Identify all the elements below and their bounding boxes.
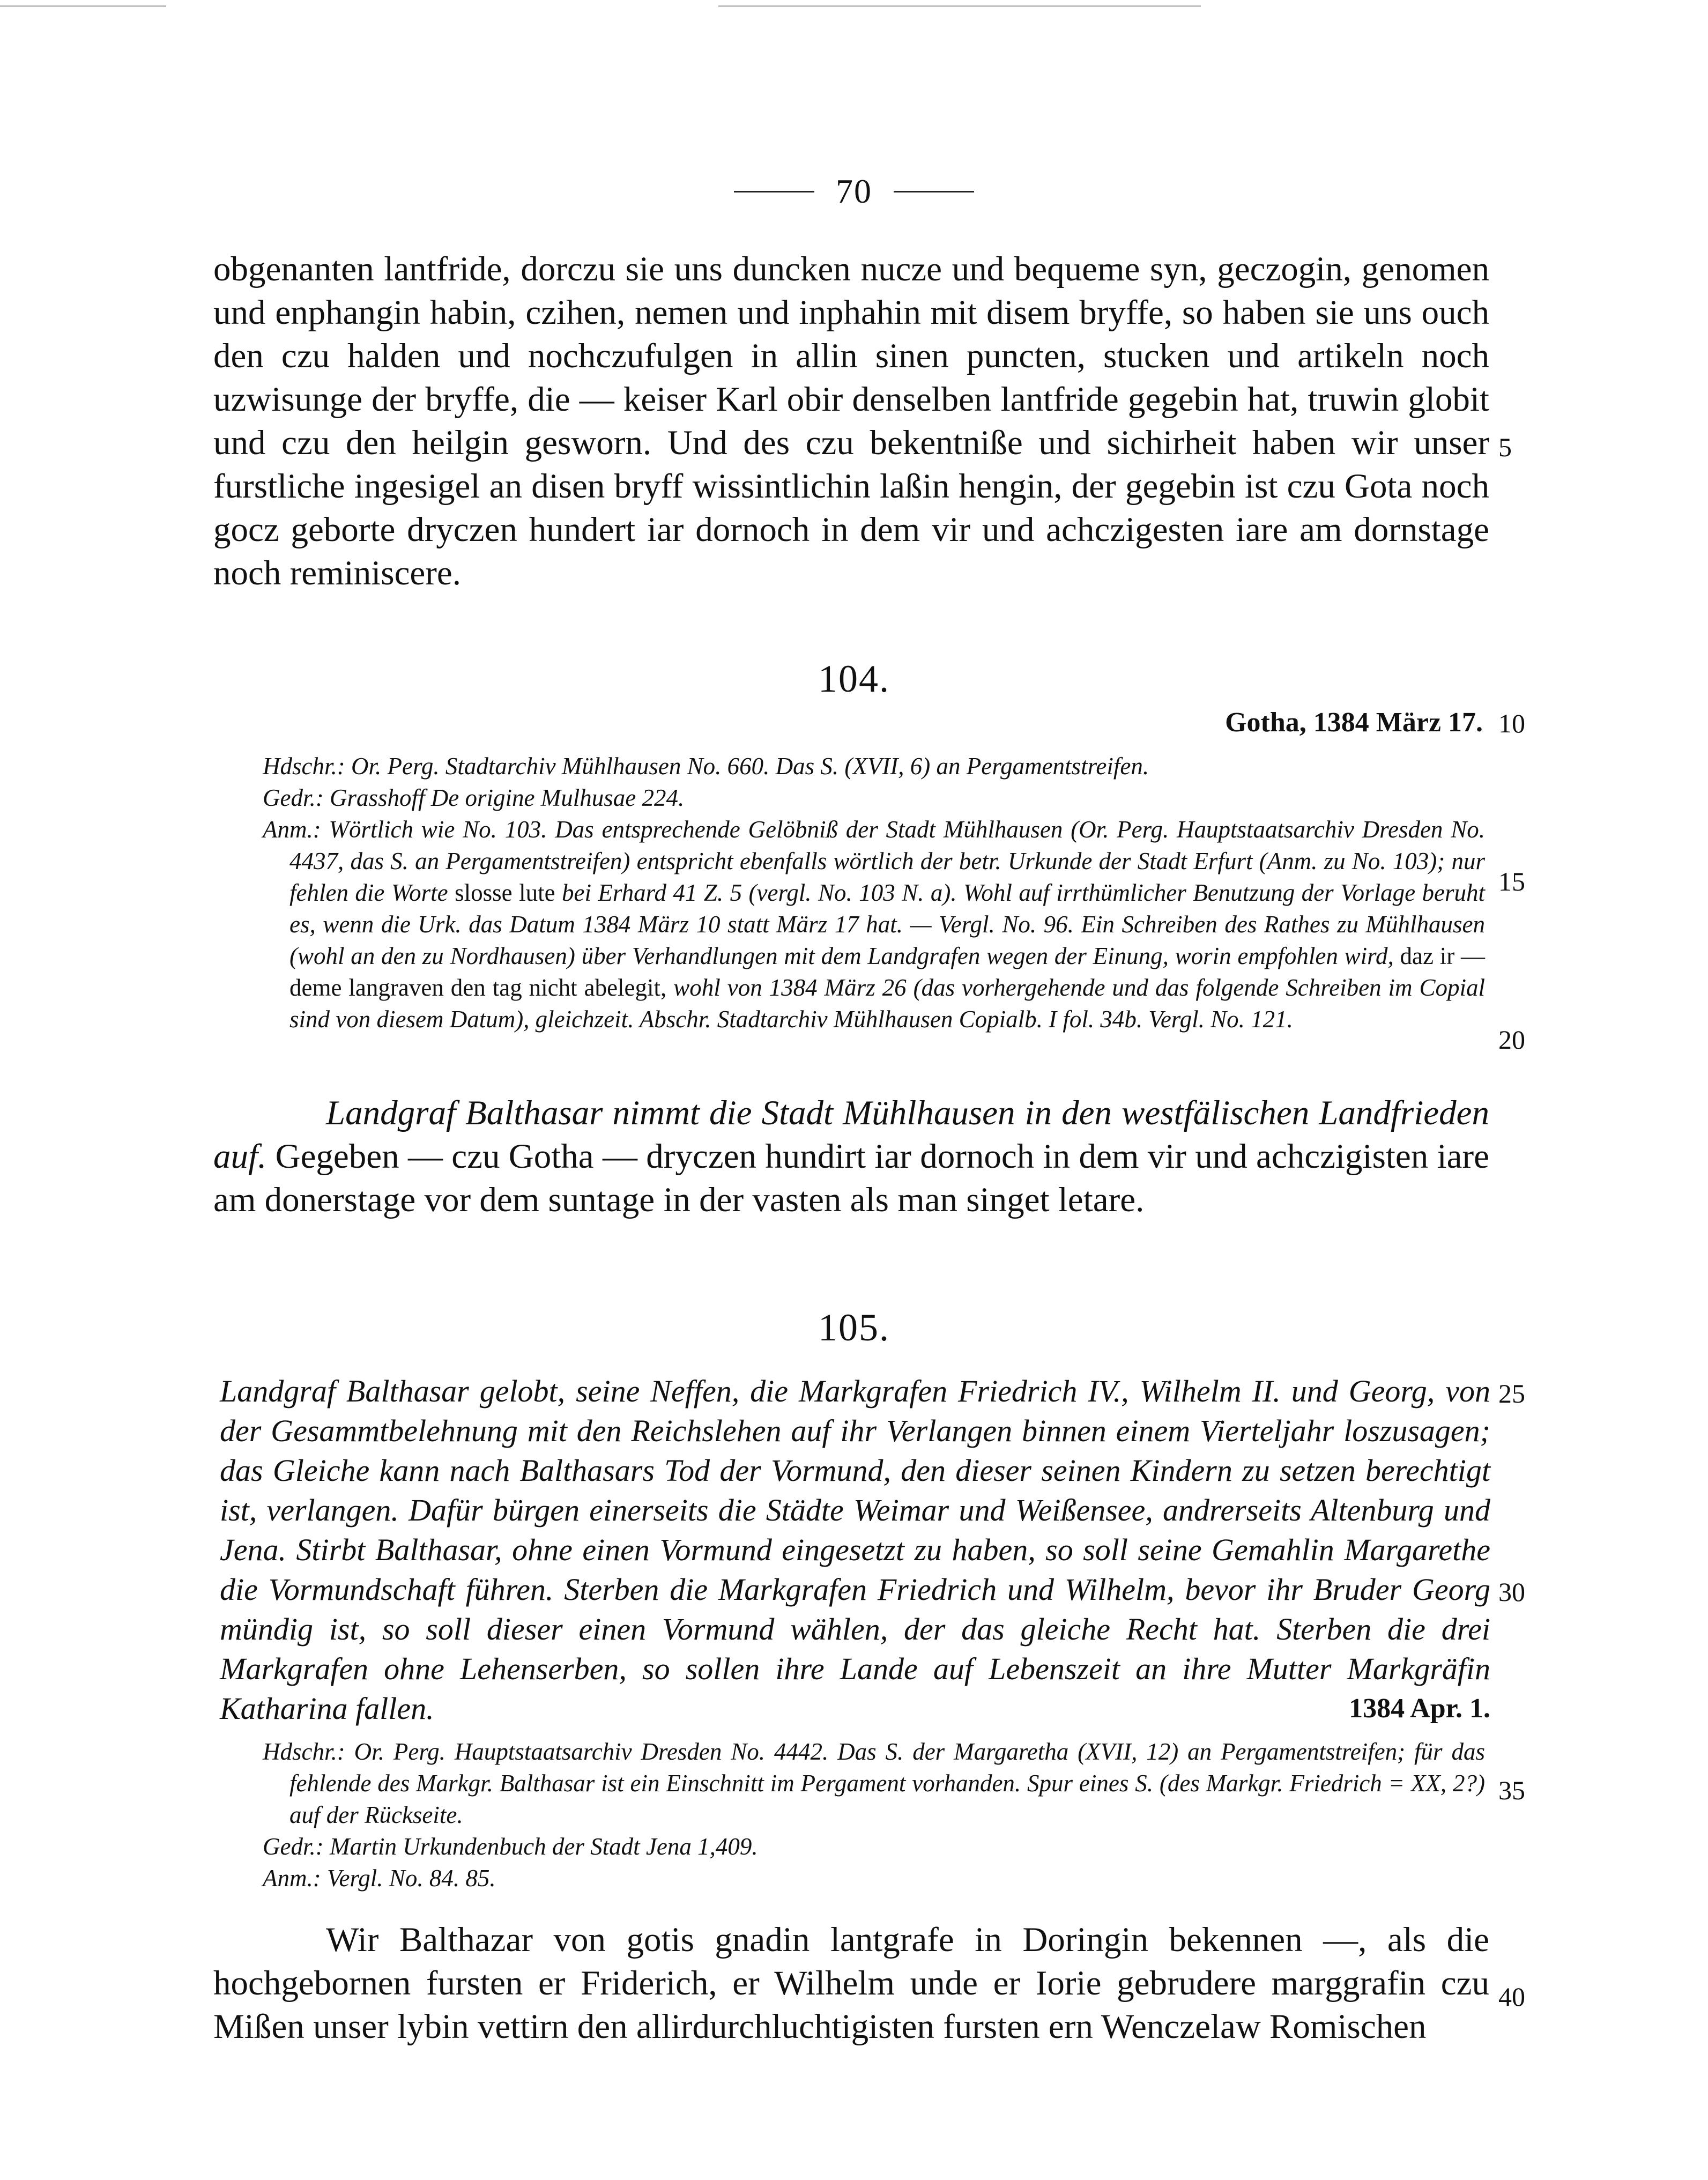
note-label: Hdschr.: xyxy=(263,1738,345,1765)
anm-note xyxy=(263,1863,1485,1894)
note-label: Anm.: xyxy=(263,1865,321,1892)
line-number: 5 xyxy=(1498,432,1512,462)
anm-note xyxy=(263,814,1485,1035)
continued-charter-text xyxy=(213,248,1489,595)
note-text: Or. Perg. Stadtarchiv Mühlhausen No. 660. Das S. (XVII, 6) an Pergamentstreifen. xyxy=(351,753,1149,780)
document-number-104: 104. xyxy=(818,657,890,700)
note-label: Gedr.: xyxy=(263,1833,324,1860)
document-date-104: Gotha, 1384 März 17. xyxy=(1225,707,1483,738)
apparatus-104 xyxy=(263,751,1485,1035)
line-number: 35 xyxy=(1498,1775,1525,1805)
line-number: 20 xyxy=(1498,1025,1525,1055)
line-number: 30 xyxy=(1498,1577,1525,1607)
note-text: Grasshoff De origine Mulhusae 224. xyxy=(329,784,685,811)
quoted-text: slosse lute xyxy=(455,879,555,906)
note-text: Or. Perg. Hauptstaatsarchiv Dresden No. 4442. Das S. der Margaretha (XVII, 12) an Pergamentstreifen; für das fehlende des Markgr. Balthasar ist ein Einschnitt im Pergament vorhanden. Spur eines S. (des Markgr. Friedrich = XX, 2?) auf der Rückseite. xyxy=(289,1738,1485,1828)
note-label: Gedr.: xyxy=(263,784,324,811)
hdschr-note xyxy=(263,751,1485,782)
text-paragraph: obgenanten lantfride, dorczu sie uns duncken nucze und bequeme syn, geczogin, genomen und enphangin habin, czihen, nemen und inphahin mit disem bryffe, so haben sie uns ouch den czu halden und nochczufulgen in allin sinen puncten, stucken und artikeln noch uzwisunge der bryffe, die — keiser Karl obir denselben lantfride gegebin hat, truwin globit und czu den heilgin gesworn. Und des czu bekentniße und sichirheit haben wir unser furstliche ingesigel an disen bryff wissintlichin laßin hengin, der gegebin ist czu Gota noch gocz geborte dryczen hundert iar dornoch in dem vir und achczigesten iare am dornstage noch reminiscere. xyxy=(213,250,1489,592)
summary-paragraph xyxy=(213,1092,1489,1222)
note-text: Wörtlich wie No. 103. Das entsprechende Gelöbniß der Stadt Mühlhausen (Or. Perg. Hauptstaatsarchiv Dresden No. 4437, das S. an Pergamentstreifen) entspricht ebenfalls wörtlich der betr. Urkunde der Stadt Erfurt (Anm. zu No. 103); nur fehlen die Worte xyxy=(289,816,1485,906)
note-text: bei Erhard 41 Z. 5 (vergl. No. 103 N. a). Wohl auf irrthümlicher Benutzung der Vorlage beruht es, wenn die Urk. das Datum 1384 März 10 statt März 17 hat. — Vergl. No. 96. Ein Schreiben des Rathes zu Mühlhausen (wohl an den zu Nordhausen) über Verhandlungen mit dem Landgrafen wegen der Einung, worin empfohlen wird, xyxy=(289,879,1486,969)
scan-edge-mark xyxy=(718,5,1201,7)
document-date-105: 1384 Apr. 1. xyxy=(1349,1693,1490,1724)
charter-text-105 xyxy=(213,1918,1489,2049)
hdschr-note xyxy=(263,1736,1485,1831)
text-paragraph: Wir Balthazar von gotis gnadin lantgrafe in Doringin bekennen —, als die hochgebornen fursten er Friderich, er Wilhelm unde er Iorie gebrudere marggrafin czu Mißen unser lybin vettirn den allirdurchluchtigisten fursten ern Wenczelaw Romischen xyxy=(213,1921,1489,2046)
quoted-text: daz ir — deme langraven den tag nicht abelegit, xyxy=(289,943,1486,1001)
note-label: Anm.: xyxy=(263,816,321,843)
scan-edge-mark xyxy=(0,5,166,7)
note-label: Hdschr.: xyxy=(263,753,345,780)
regest-text: Landgraf Balthasar gelobt, seine Neffen, die Markgrafen Friedrich IV., Wilhelm II. und Georg, von der Gesammtbelehnung mit den Reichslehen auf ihr Verlangen binnen einem Vierteljahr loszusagen; das Gleiche kann nach Balthasars Tod der Vormund, den dieser seinen Kindern zu setzen berechtigt ist, verlangen. Dafür bürgen einerseits die Städte Weimar und Weißensee, andrerseits Altenburg und Jena. Stirbt Balthasar, ohne einen Vormund eingesetzt zu haben, so soll seine Gemahlin Margarethe die Vormundschaft führen. Sterben die Markgrafen Friedrich und Wilhelm, bevor ihr Bruder Georg mündig ist, so soll dieser einen Vormund wählen, der das gleiche Recht hat. Sterben die drei Markgrafen ohne Lehenserben, so sollen ihre Lande auf Lebenszeit an ihre Mutter Markgräfin Katharina fallen. xyxy=(220,1374,1490,1726)
note-text: wohl von 1384 März 26 (das vorhergehende und das folgende Schreiben im Copial sind von diesem Datum), gleichzeit. Abschr. Stadtarchiv Mühlhausen Copialb. I fol. 34b. Vergl. No. 121. xyxy=(289,974,1486,1033)
apparatus-105 xyxy=(263,1736,1485,1894)
regest-105 xyxy=(220,1371,1490,1729)
line-number: 15 xyxy=(1498,866,1525,896)
document-number-105: 105. xyxy=(818,1306,890,1349)
page-header xyxy=(0,172,1708,211)
note-text: Martin Urkundenbuch der Stadt Jena 1,409. xyxy=(329,1833,758,1860)
summary-text: Gegeben — czu Gotha — dryczen hundirt iar dornoch in dem vir und achczigisten iare am donerstage vor dem suntage in der vasten als man singet letare. xyxy=(213,1137,1489,1219)
line-number: 40 xyxy=(1498,1982,1525,2012)
line-number: 10 xyxy=(1498,708,1525,738)
summary-104 xyxy=(213,1092,1489,1222)
gedr-note xyxy=(263,1831,1485,1863)
header-rule-left xyxy=(734,191,814,192)
page-number: 70 xyxy=(836,172,872,210)
header-rule-right xyxy=(894,191,974,192)
note-text: Vergl. No. 84. 85. xyxy=(326,1865,496,1892)
line-number: 25 xyxy=(1498,1378,1525,1408)
summary-italic: Landgraf Balthasar nimmt die Stadt Mühlhausen in den westfälischen Landfrieden auf. xyxy=(213,1094,1489,1176)
gedr-note xyxy=(263,782,1485,814)
